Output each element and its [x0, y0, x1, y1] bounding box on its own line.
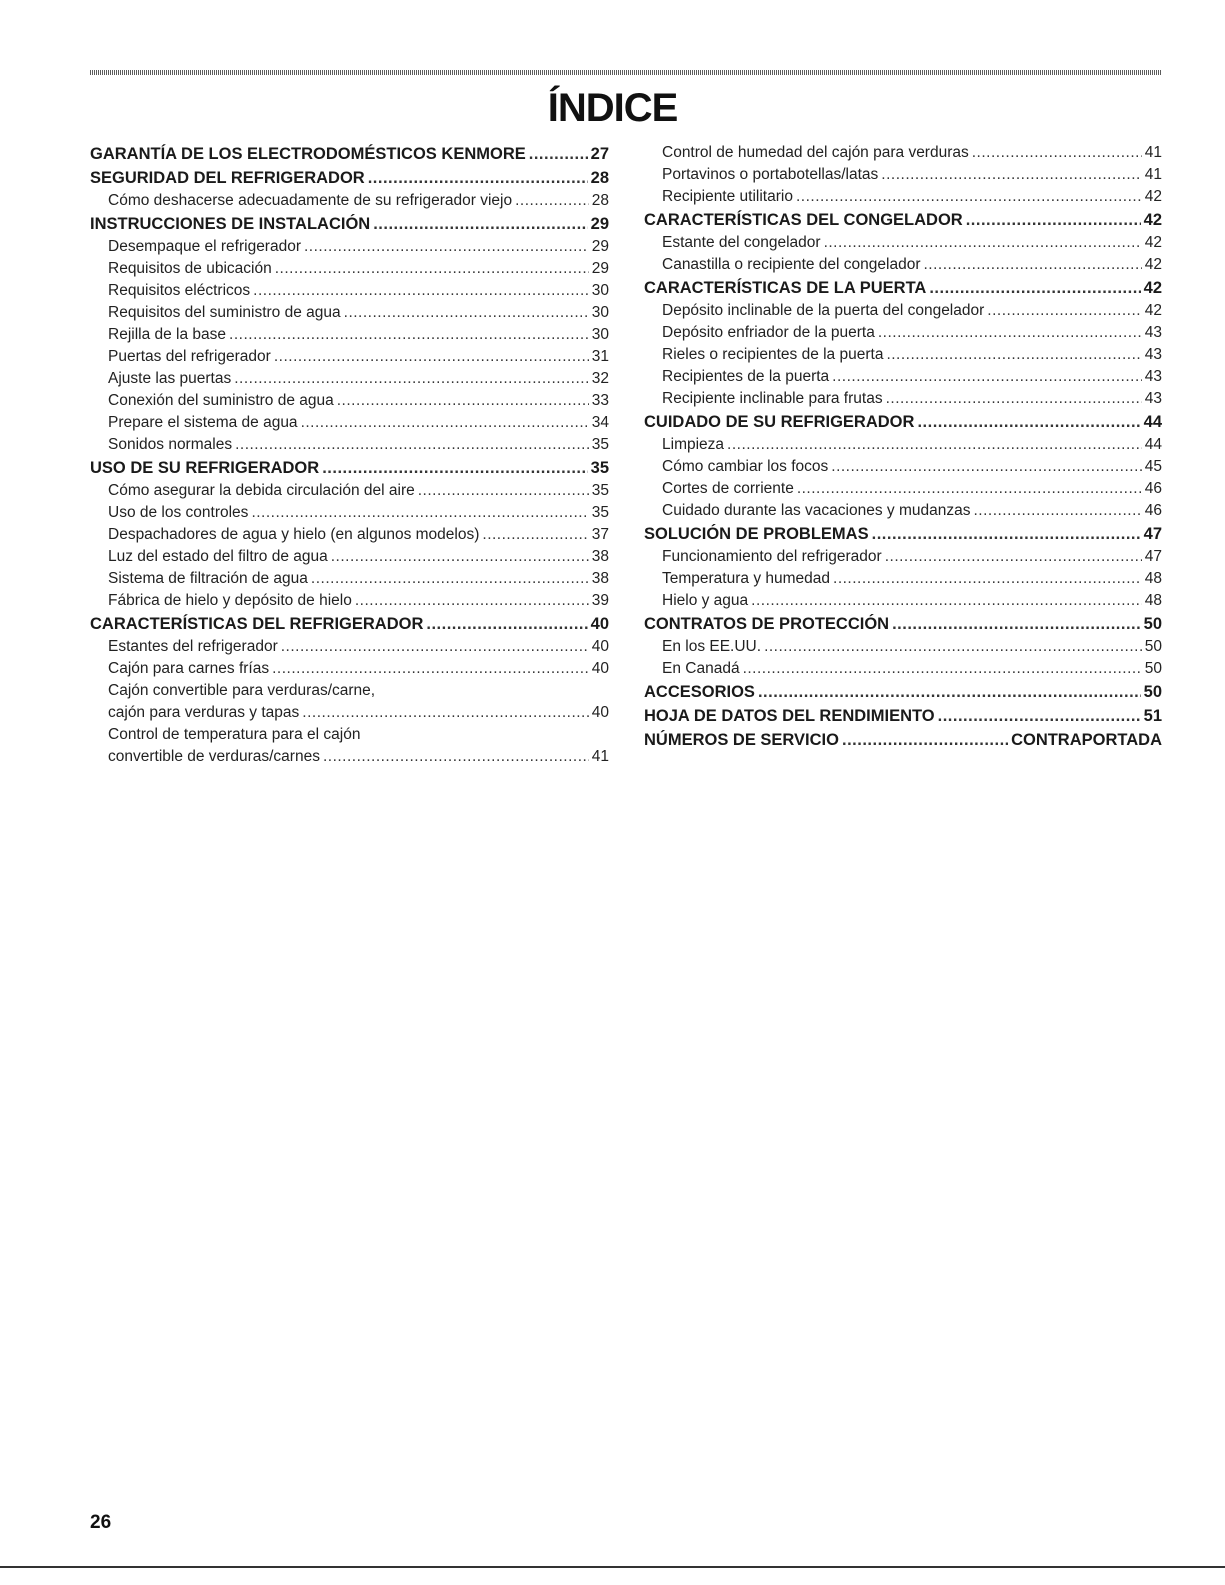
toc-subsection-entry[interactable]	[90, 302, 609, 324]
toc-section-entry[interactable]	[644, 276, 1162, 300]
toc-entry-page: 28	[591, 192, 609, 209]
toc-entry-label: Requisitos eléctricos	[108, 282, 251, 299]
toc-entry-label: Requisitos del suministro de agua	[108, 304, 341, 321]
dot-leader	[885, 546, 1142, 568]
toc-subsection-entry[interactable]	[644, 590, 1162, 612]
toc-entry-label: Cómo cambiar los focos	[662, 458, 829, 475]
toc-entry-page: 42	[1144, 256, 1162, 273]
toc-subsection-entry[interactable]	[90, 258, 609, 280]
toc-entry-page: 28	[590, 169, 609, 187]
toc-section-entry[interactable]	[90, 612, 609, 636]
toc-subsection-entry[interactable]	[90, 480, 609, 502]
dot-leader	[234, 368, 589, 390]
dot-leader	[275, 258, 589, 280]
dot-leader	[973, 500, 1141, 522]
toc-subsection-entry[interactable]	[90, 524, 609, 546]
toc-entry-label: Temperatura y humedad	[662, 570, 831, 587]
toc-subsection-entry[interactable]	[644, 456, 1162, 478]
toc-entry-label: Control de humedad del cajón para verduras	[662, 144, 969, 161]
dot-leader	[482, 524, 588, 546]
page-number: 26	[90, 1512, 112, 1533]
toc-subsection-entry[interactable]	[644, 388, 1162, 410]
toc-subsection-entry[interactable]	[90, 280, 609, 302]
toc-entry-label: Uso de los controles	[108, 504, 249, 521]
toc-subsection-entry[interactable]	[90, 636, 609, 658]
top-rule	[90, 70, 1162, 75]
toc-subsection-entry[interactable]	[644, 232, 1162, 254]
toc-section-entry[interactable]	[90, 166, 609, 190]
toc-entry-label: Conexión del suministro de agua	[108, 392, 334, 409]
dot-leader	[924, 254, 1142, 276]
toc-subsection-entry[interactable]	[644, 546, 1162, 568]
dot-leader	[842, 728, 1008, 752]
dot-leader	[751, 590, 1142, 612]
dot-leader	[727, 434, 1142, 456]
toc-entry-label: Cómo asegurar la debida circulación del aire	[108, 482, 415, 499]
dot-leader	[235, 434, 589, 456]
toc-entry-page: 48	[1144, 570, 1162, 587]
toc-subsection-entry[interactable]	[644, 658, 1162, 680]
toc-entry-page: 47	[1143, 525, 1162, 543]
toc-entry-page: 42	[1144, 188, 1162, 205]
dot-leader	[872, 522, 1141, 546]
toc-entry-label: Ajuste las puertas	[108, 370, 232, 387]
toc-entry-label: CONTRATOS DE PROTECCIÓN	[644, 615, 890, 633]
toc-section-entry[interactable]	[644, 680, 1162, 704]
toc-entry-label: CARACTERÍSTICAS DE LA PUERTA	[644, 279, 927, 297]
dot-leader	[355, 590, 589, 612]
toc-entry-page: 44	[1143, 413, 1162, 431]
toc-entry-label: Cuidado durante las vacaciones y mudanzas	[662, 502, 971, 519]
toc-entry-label: SOLUCIÓN DE PROBLEMAS	[644, 525, 869, 543]
toc-entry-page: 43	[1144, 368, 1162, 385]
toc-entry-label: Hielo y agua	[662, 592, 749, 609]
toc-subsection-entry[interactable]	[90, 236, 609, 258]
dot-leader	[344, 302, 589, 324]
toc-entry-page: 42	[1144, 302, 1162, 319]
toc-entry-label: Estante del congelador	[662, 234, 821, 251]
toc-entry-label: Rieles o recipientes de la puerta	[662, 346, 884, 363]
toc-subsection-entry[interactable]	[90, 190, 609, 212]
toc-entry-label: Funcionamiento del refrigerador	[662, 548, 882, 565]
dot-leader	[274, 346, 589, 368]
toc-text-line: Control de temperatura para el cajón	[108, 726, 361, 743]
dot-leader	[251, 502, 588, 524]
dot-leader	[301, 412, 589, 434]
toc-entry-label: GARANTÍA DE LOS ELECTRODOMÉSTICOS KENMORE	[90, 145, 526, 163]
dot-leader	[302, 702, 588, 724]
toc-entry-page: 43	[1144, 346, 1162, 363]
toc-subsection-entry[interactable]	[644, 636, 1162, 658]
toc-subsection-entry[interactable]	[644, 434, 1162, 456]
toc-subsection-entry[interactable]	[644, 142, 1162, 164]
toc-entry-label: Recipiente inclinable para frutas	[662, 390, 883, 407]
toc-entry-page: 29	[590, 215, 609, 233]
toc-entry-label: Rejilla de la base	[108, 326, 227, 343]
toc-entry-page: 46	[1144, 502, 1162, 519]
toc-entry-page: 29	[591, 238, 609, 255]
toc-entry-page: 30	[591, 304, 609, 321]
toc-subsection-entry[interactable]	[644, 568, 1162, 590]
dot-leader	[886, 388, 1142, 410]
dot-leader	[886, 344, 1141, 366]
toc-entry-label: USO DE SU REFRIGERADOR	[90, 459, 320, 477]
toc-entry-label: Canastilla o recipiente del congelador	[662, 256, 921, 273]
toc-section-entry[interactable]	[644, 728, 1162, 752]
toc-entry-page: 42	[1143, 211, 1162, 229]
toc-subsection-entry[interactable]	[90, 434, 609, 456]
toc-subsection-entry[interactable]	[90, 412, 609, 434]
toc-entry-page: 39	[591, 592, 609, 609]
toc-subsection-entry[interactable]	[90, 324, 609, 346]
dot-leader	[764, 636, 1142, 658]
toc-entry-page: 43	[1144, 390, 1162, 407]
toc-entry-page: 31	[591, 348, 609, 365]
toc-subsection-entry[interactable]	[644, 500, 1162, 522]
toc-entry-label: Recipientes de la puerta	[662, 368, 830, 385]
dot-leader	[938, 704, 1141, 728]
toc-entry-page: 35	[590, 459, 609, 477]
page-title: ÍNDICE	[547, 86, 678, 130]
dot-leader	[824, 232, 1142, 254]
dot-leader	[972, 142, 1142, 164]
toc-subsection-entry[interactable]	[90, 546, 609, 568]
toc-entry-label: ACCESORIOS	[644, 683, 755, 701]
toc-entry-page: 40	[590, 615, 609, 633]
dot-leader	[515, 190, 589, 212]
toc-entry-label: En los EE.UU.	[662, 638, 762, 655]
toc-entry-label: CUIDADO DE SU REFRIGERADOR	[644, 413, 915, 431]
dot-leader	[832, 366, 1142, 388]
toc-entry-label: Sistema de filtración de agua	[108, 570, 308, 587]
toc-entry-page: 38	[591, 570, 609, 587]
toc-entry-page: 41	[1144, 166, 1162, 183]
toc-subsection-entry[interactable]	[90, 568, 609, 590]
toc-section-entry[interactable]	[644, 208, 1162, 232]
dot-leader	[322, 456, 587, 480]
toc-subsection-entry[interactable]	[90, 590, 609, 612]
toc-subsection-entry[interactable]	[90, 502, 609, 524]
toc-entry-label: Fábrica de hielo y depósito de hielo	[108, 592, 352, 609]
toc-entry-page: 32	[591, 370, 609, 387]
toc-subsection-entry[interactable]	[90, 746, 609, 768]
toc-entry-page: 47	[1144, 548, 1162, 565]
bottom-rule	[0, 1566, 1225, 1568]
toc-entry-page: 44	[1144, 436, 1162, 453]
toc-entry-page: 50	[1143, 615, 1162, 633]
toc-entry-page: 42	[1144, 234, 1162, 251]
dot-leader	[833, 568, 1142, 590]
toc-entry-label: Requisitos de ubicación	[108, 260, 272, 277]
toc-subsection-entry[interactable]	[644, 186, 1162, 208]
toc-subsection-entry[interactable]	[644, 300, 1162, 322]
toc-subsection-entry[interactable]	[90, 658, 609, 680]
dot-leader	[743, 658, 1142, 680]
toc-entry-label: cajón para verduras y tapas	[108, 704, 300, 721]
dot-leader	[426, 612, 587, 636]
toc-entry-label: En Canadá	[662, 660, 740, 677]
dot-leader	[418, 480, 589, 502]
toc-entry-label: INSTRUCCIONES DE INSTALACIÓN	[90, 215, 371, 233]
toc-entry-page: 35	[591, 482, 609, 499]
toc-entry-page: 40	[591, 638, 609, 655]
toc-entry-page: 29	[591, 260, 609, 277]
toc-entry-page: 38	[591, 548, 609, 565]
toc-section-entry[interactable]	[90, 456, 609, 480]
dot-leader	[304, 236, 589, 258]
toc-subsection-entry[interactable]	[90, 346, 609, 368]
dot-leader	[311, 568, 589, 590]
toc-subsection-entry[interactable]	[644, 366, 1162, 388]
dot-leader	[917, 410, 1140, 434]
toc-entry-label: Desempaque el refrigerador	[108, 238, 301, 255]
toc-entry-page: 37	[591, 526, 609, 543]
dot-leader	[529, 142, 588, 166]
toc-entry-page: 48	[1144, 592, 1162, 609]
toc-entry-label: Despachadores de agua y hielo (en algunos modelos)	[108, 526, 480, 543]
toc-entry-page: 33	[591, 392, 609, 409]
dot-leader	[758, 680, 1141, 704]
toc-entry-page: 41	[1144, 144, 1162, 161]
dot-leader	[229, 324, 589, 346]
toc-subsection-entry[interactable]	[644, 254, 1162, 276]
toc-entry-page: 43	[1144, 324, 1162, 341]
toc-subsection-entry[interactable]	[644, 344, 1162, 366]
toc-subsection-entry[interactable]	[90, 390, 609, 412]
toc-entry-page: 50	[1144, 638, 1162, 655]
toc-entry-page: 41	[591, 748, 609, 765]
dot-leader	[797, 478, 1142, 500]
toc-entry-label: HOJA DE DATOS DEL RENDIMIENTO	[644, 707, 935, 725]
toc-entry-label: Limpieza	[662, 436, 725, 453]
toc-entry-label: Sonidos normales	[108, 436, 233, 453]
toc-entry-page: 42	[1143, 279, 1162, 297]
toc-entry-label: Estantes del refrigerador	[108, 638, 278, 655]
toc-entry-page: CONTRAPORTADA	[1011, 731, 1162, 749]
toc-entry-label: Luz del estado del filtro de agua	[108, 548, 328, 565]
dot-leader	[966, 208, 1141, 232]
toc-entry-label: SEGURIDAD DEL REFRIGERADOR	[90, 169, 365, 187]
toc-entry-label: Recipiente utilitario	[662, 188, 793, 205]
toc-entry-page: 27	[590, 145, 609, 163]
toc-entry-page: 40	[591, 704, 609, 721]
dot-leader	[323, 746, 589, 768]
dot-leader	[373, 212, 587, 236]
toc-entry-label: Depósito inclinable de la puerta del congelador	[662, 302, 985, 319]
dot-leader	[881, 164, 1141, 186]
toc-entry-label: Depósito enfriador de la puerta	[662, 324, 875, 341]
toc-entry-page: 30	[591, 282, 609, 299]
toc-section-entry[interactable]	[90, 212, 609, 236]
toc-entry-label: Puertas del refrigerador	[108, 348, 271, 365]
dot-leader	[253, 280, 589, 302]
toc-entry-label: Prepare el sistema de agua	[108, 414, 298, 431]
toc-entry-page: 40	[591, 660, 609, 677]
toc-entry-label: convertible de verduras/carnes	[108, 748, 320, 765]
dot-leader	[892, 612, 1141, 636]
dot-leader	[331, 546, 589, 568]
toc-entry-page: 35	[591, 504, 609, 521]
toc-entry-label: Cortes de corriente	[662, 480, 794, 497]
toc-entry-page: 51	[1143, 707, 1162, 725]
toc-subsection-entry[interactable]	[644, 164, 1162, 186]
toc-entry-label: CARACTERÍSTICAS DEL CONGELADOR	[644, 211, 963, 229]
toc-section-entry[interactable]	[90, 142, 609, 166]
dot-leader	[929, 276, 1140, 300]
toc-entry-label: NÚMEROS DE SERVICIO	[644, 731, 839, 749]
dot-leader	[987, 300, 1141, 322]
toc-entry-label: CARACTERÍSTICAS DEL REFRIGERADOR	[90, 615, 424, 633]
dot-leader	[368, 166, 588, 190]
toc-section-entry[interactable]	[644, 612, 1162, 636]
toc-entry-page: 46	[1144, 480, 1162, 497]
toc-subsection-entry[interactable]	[90, 702, 609, 724]
toc-entry-page: 50	[1144, 660, 1162, 677]
toc-right-column	[644, 142, 1162, 752]
toc-entry-label: Cajón para carnes frías	[108, 660, 270, 677]
dot-leader	[831, 456, 1141, 478]
toc-entry-page: 50	[1143, 683, 1162, 701]
dot-leader	[281, 636, 589, 658]
toc-subsection-entry[interactable]	[90, 368, 609, 390]
dot-leader	[272, 658, 589, 680]
toc-section-entry[interactable]	[644, 522, 1162, 546]
dot-leader	[878, 322, 1142, 344]
toc-entry-label: Portavinos o portabotellas/latas	[662, 166, 879, 183]
toc-subsection-entry[interactable]	[644, 478, 1162, 500]
dot-leader	[337, 390, 589, 412]
dot-leader	[796, 186, 1142, 208]
toc-section-entry[interactable]	[644, 704, 1162, 728]
toc-entry-page: 45	[1144, 458, 1162, 475]
toc-text-line: Cajón convertible para verduras/carne,	[108, 682, 376, 699]
toc-entry-page: 34	[591, 414, 609, 431]
toc-section-entry[interactable]	[644, 410, 1162, 434]
toc-left-column	[90, 142, 609, 768]
toc-entry-page: 30	[591, 326, 609, 343]
toc-entry-label: Cómo deshacerse adecuadamente de su refrigerador viejo	[108, 192, 513, 209]
toc-entry-page: 35	[591, 436, 609, 453]
toc-subsection-entry[interactable]	[644, 322, 1162, 344]
